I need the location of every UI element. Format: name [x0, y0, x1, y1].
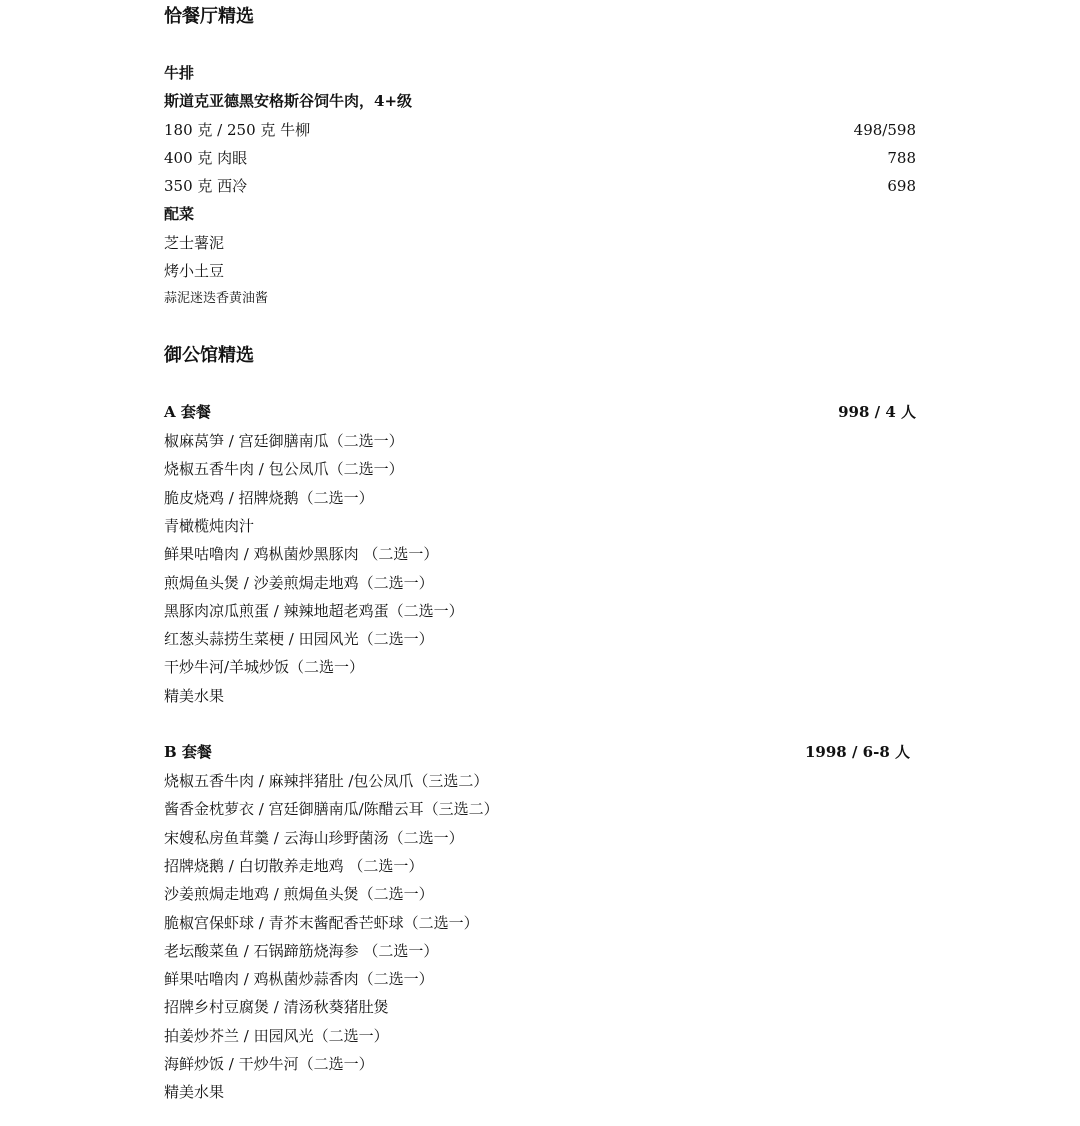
dish-item	[164, 937, 916, 965]
dish-label: 宋嫂私房鱼茸羹 / 云海山珍野菌汤（二选一）	[164, 828, 464, 847]
side-item: 蒜泥迷迭香黄油酱	[164, 291, 269, 306]
section-title-mansion: 御公馆精选	[164, 345, 254, 366]
set-name: A 套餐	[164, 403, 211, 421]
dish-label: 黑豚肉凉瓜煎蛋 / 辣辣地超老鸡蛋（二选一）	[164, 601, 464, 620]
dish-label: 老坛酸菜鱼 / 石锅蹄筋烧海参 （二选一）	[164, 941, 439, 960]
dish-label: 招牌乡村豆腐煲 / 清汤秋葵猪肚煲	[164, 998, 389, 1017]
set-price: 998 / 4 人	[838, 403, 916, 421]
dish-item	[164, 993, 916, 1021]
dish-item	[164, 597, 916, 625]
menu-item	[164, 144, 916, 172]
dish-item	[164, 880, 916, 908]
dish-label: 脆椒宫保虾球 / 青芥末酱配香芒虾球（二选一）	[164, 913, 479, 932]
item-name: 350 克 西冷	[164, 177, 248, 195]
item-price: 498/598	[853, 121, 916, 139]
dish-item	[164, 767, 916, 795]
dish-item	[164, 625, 916, 653]
set-a-header	[164, 398, 916, 426]
dish-label: 青橄榄炖肉汁	[164, 516, 255, 535]
dish-label: 精美水果	[164, 1083, 225, 1102]
dish-item	[164, 455, 916, 483]
dish-label: 鲜果咕噜肉 / 鸡枞菌炒蒜香肉（二选一）	[164, 970, 434, 989]
set-price: 1998 / 6-8 人	[805, 743, 910, 761]
dish-label: 精美水果	[164, 686, 225, 705]
dish-item	[164, 965, 916, 993]
item-price: 788	[887, 149, 916, 167]
item-price: 698	[887, 177, 916, 195]
sides-heading: 配菜	[164, 205, 195, 223]
dish-item	[164, 852, 916, 880]
dish-item	[164, 653, 916, 681]
dish-item	[164, 909, 916, 937]
steak-subheading: 斯道克亚德黑安格斯谷饲牛肉，4+级	[164, 92, 413, 110]
set-name: B 套餐	[164, 743, 212, 761]
dish-label: 脆皮烧鸡 / 招牌烧鹅（二选一）	[164, 488, 374, 507]
dish-label: 干炒牛河/羊城炒饭（二选一）	[164, 658, 365, 677]
dish-item	[164, 682, 916, 710]
dish-item	[164, 540, 916, 568]
steak-heading: 牛排	[164, 64, 195, 82]
dish-label: 招牌烧鹅 / 白切散养走地鸡 （二选一）	[164, 856, 424, 875]
dish-item	[164, 795, 916, 823]
dish-item	[164, 427, 916, 455]
item-name: 400 克 肉眼	[164, 149, 248, 167]
dish-item	[164, 1022, 916, 1050]
dish-label: 烧椒五香牛肉 / 包公凤爪（二选一）	[164, 460, 404, 479]
dish-label: 红葱头蒜捞生菜梗 / 田园风光（二选一）	[164, 630, 434, 649]
item-name: 180 克 / 250 克 牛柳	[164, 121, 311, 139]
dish-item	[164, 484, 916, 512]
section-title-restaurant: 恰餐厅精选	[164, 6, 254, 27]
dish-label: 拍姜炒芥兰 / 田园风光（二选一）	[164, 1026, 389, 1045]
dish-item	[164, 1050, 916, 1078]
dish-label: 酱香金枕萝衣 / 宫廷御膳南瓜/陈醋云耳（三选二）	[164, 800, 499, 819]
menu-item	[164, 116, 916, 144]
dish-item	[164, 512, 916, 540]
dish-item	[164, 1078, 916, 1106]
dish-item	[164, 569, 916, 597]
dish-label: 鲜果咕噜肉 / 鸡枞菌炒黑豚肉 （二选一）	[164, 545, 439, 564]
dish-label: 椒麻莴笋 / 宫廷御膳南瓜（二选一）	[164, 432, 404, 450]
dish-label: 烧椒五香牛肉 / 麻辣拌猪肚 /包公凤爪（三选二）	[164, 772, 489, 790]
side-item: 烤小土豆	[164, 262, 225, 280]
dish-item	[164, 824, 916, 852]
dish-label: 煎焗鱼头煲 / 沙姜煎焗走地鸡（二选一）	[164, 573, 434, 592]
side-item: 芝士薯泥	[164, 234, 225, 252]
set-b-header	[164, 738, 910, 766]
dish-label: 沙姜煎焗走地鸡 / 煎焗鱼头煲（二选一）	[164, 885, 434, 904]
dish-label: 海鲜炒饭 / 干炒牛河（二选一）	[164, 1055, 374, 1073]
menu-item	[164, 172, 916, 200]
